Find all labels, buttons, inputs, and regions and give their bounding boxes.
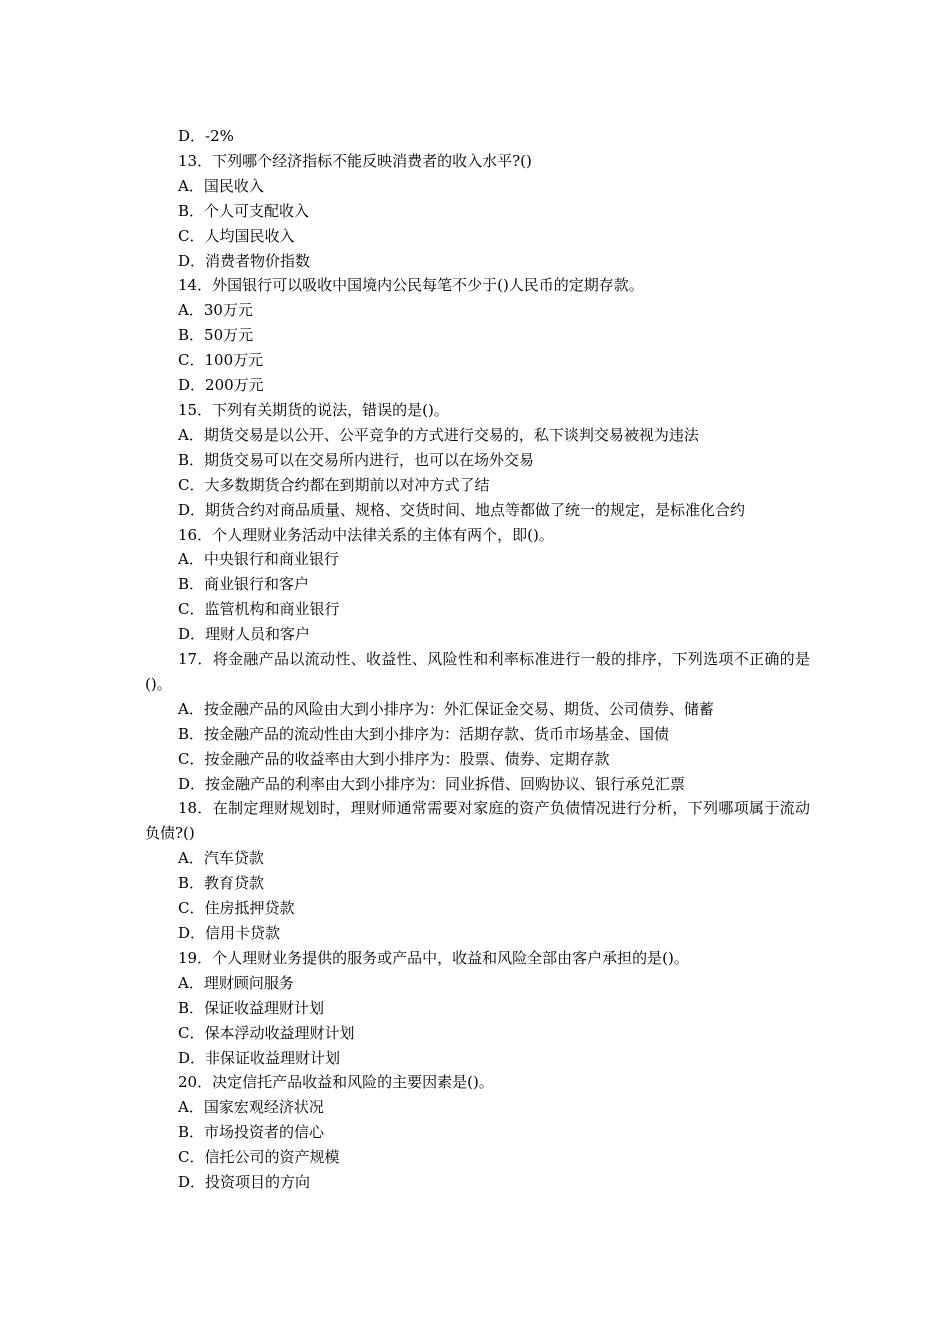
paragraph-line-wrapped: 17．将金融产品以流动性、收益性、风险性和利率标准进行一般的排序，下列选项不正确的是()。 (145, 650, 810, 693)
paragraph-line: B．个人可支配收入 (178, 201, 310, 220)
paragraph-line: D．按金融产品的利率由大到小排序为：同业拆借、回购协议、银行承兑汇票 (178, 774, 686, 793)
paragraph-line: 20．决定信托产品收益和风险的主要因素是()。 (178, 1073, 494, 1092)
paragraph-line: D．信用卡贷款 (178, 924, 281, 942)
paragraph-line: C．人均国民收入 (178, 226, 295, 245)
paragraph-line: B．期货交易可以在交易所内进行，也可以在场外交易 (178, 450, 535, 469)
paragraph-line: D．非保证收益理财计划 (178, 1048, 341, 1067)
paragraph-line: 19．个人理财业务提供的服务或产品中，收益和风险全部由客户承担的是()。 (178, 948, 689, 967)
paragraph-line: 13．下列哪个经济指标不能反映消费者的收入水平?() (178, 151, 532, 170)
paragraph-line: B．保证收益理财计划 (178, 998, 325, 1017)
paragraph-line: A．国民收入 (178, 176, 264, 195)
paragraph-line: A．理财顾问服务 (178, 973, 294, 992)
paragraph-line: D．200万元 (178, 376, 264, 395)
paragraph-line: A．30万元 (178, 301, 253, 320)
paragraph-line: A．国家宏观经济状况 (178, 1098, 324, 1117)
paragraph-line: 16．个人理财业务活动中法律关系的主体有两个，即()。 (178, 525, 554, 544)
paragraph-line: 15．下列有关期货的说法，错误的是()。 (178, 400, 449, 419)
paragraph-line: C．保本浮动收益理财计划 (178, 1023, 355, 1042)
paragraph-line: B．市场投资者的信心 (178, 1123, 325, 1142)
paragraph-line: C．按金融产品的收益率由大到小排序为：股票、债券、定期存款 (178, 749, 610, 768)
paragraph-line: A．汽车贷款 (178, 849, 264, 868)
paragraph-line: C．监管机构和商业银行 (178, 600, 340, 619)
paragraph-line: B．商业银行和客户 (178, 575, 310, 594)
paragraph-line: B．50万元 (178, 326, 254, 345)
paragraph-line: D．消费者物价指数 (178, 251, 311, 270)
paragraph-line-wrapped: 18．在制定理财规划时，理财师通常需要对家庭的资产负债情况进行分析，下列哪项属于流动负债?() (145, 799, 810, 843)
paragraph-line: C．信托公司的资产规模 (178, 1148, 340, 1167)
paragraph-line: C．100万元 (178, 351, 264, 370)
paragraph-line: A．按金融产品的风险由大到小排序为：外汇保证金交易、期货、公司债券、储蓄 (178, 699, 714, 718)
document-body (145, 124, 810, 1195)
paragraph-line: C．住房抵押贷款 (178, 899, 295, 918)
paragraph-line: B．按金融产品的流动性由大到小排序为：活期存款、货币市场基金、国债 (178, 724, 670, 743)
paragraph-line: D．投资项目的方向 (178, 1173, 311, 1192)
paragraph-line-wrapped: D．期货合约对商品质量、规格、交货时间、地点等都做了统一的规定，是标准化合约 (178, 500, 746, 519)
paragraph-line: B．教育贷款 (178, 874, 265, 893)
paragraph-line: D．-2% (178, 127, 234, 145)
paragraph-line: 14．外国银行可以吸收中国境内公民每笔不少于()人民币的定期存款。 (178, 276, 644, 295)
paragraph-line: D．理财人员和客户 (178, 625, 311, 644)
paragraph-line: A．期货交易是以公开、公平竞争的方式进行交易的，私下谈判交易被视为违法 (178, 425, 699, 444)
paragraph-line: C．大多数期货合约都在到期前以对冲方式了结 (178, 475, 490, 494)
paragraph-line: A．中央银行和商业银行 (178, 550, 339, 569)
